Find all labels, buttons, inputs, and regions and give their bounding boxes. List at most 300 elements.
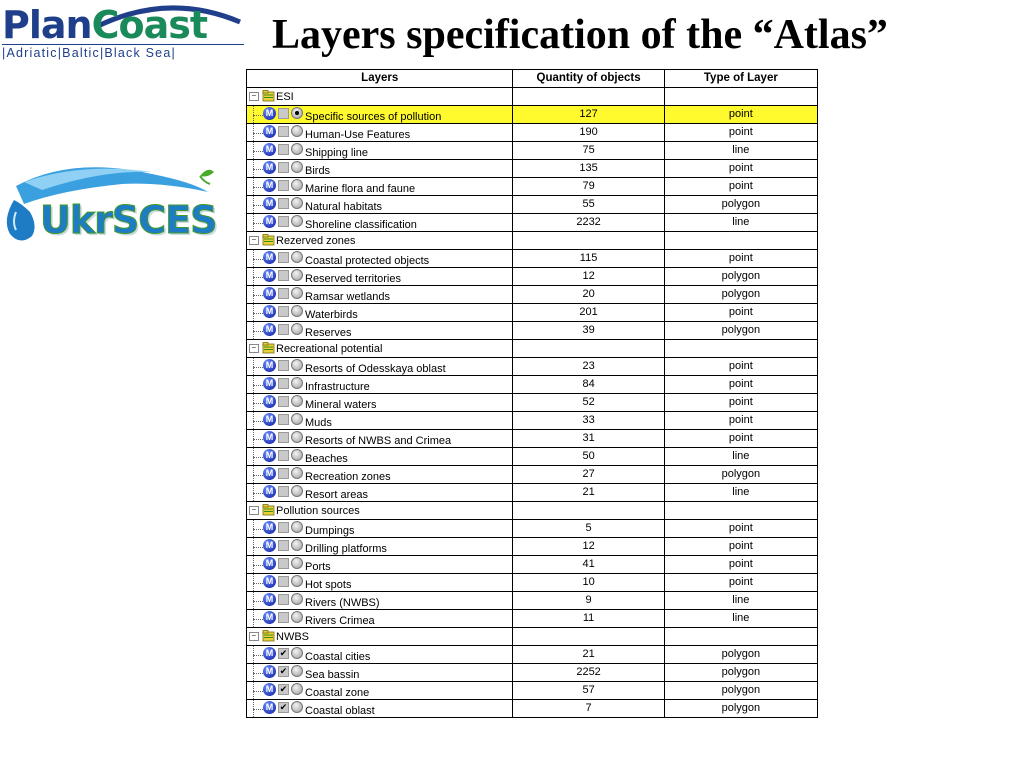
layer-metadata-icon[interactable]: M — [263, 521, 276, 534]
table-row[interactable] — [247, 484, 818, 502]
layer-label: Rivers (NWBS) — [305, 597, 380, 609]
group-row[interactable] — [247, 502, 818, 520]
type-cell: polygon — [664, 664, 817, 682]
tree-branch — [253, 439, 263, 440]
table-row[interactable] — [247, 412, 818, 430]
tree-branch — [253, 169, 263, 170]
layer-cell — [247, 682, 513, 700]
layer-metadata-icon[interactable]: M — [263, 665, 276, 678]
layer-metadata-icon[interactable]: M — [263, 377, 276, 390]
quantity-cell: 57 — [513, 682, 664, 700]
table-row[interactable] — [247, 556, 818, 574]
layer-label: Coastal oblast — [305, 705, 375, 717]
layer-cell — [247, 484, 513, 502]
layer-cell — [247, 448, 513, 466]
layer-visibility-checkbox[interactable] — [278, 522, 289, 533]
quantity-cell: 135 — [513, 160, 664, 178]
group-label: Rezerved zones — [276, 235, 356, 247]
table-row[interactable] — [247, 430, 818, 448]
layer-metadata-icon[interactable]: M — [263, 215, 276, 228]
table-row[interactable] — [247, 178, 818, 196]
quantity-cell: 127 — [513, 106, 664, 124]
group-qty-cell — [513, 88, 664, 106]
quantity-cell: 31 — [513, 430, 664, 448]
active-layer-radio[interactable] — [291, 413, 303, 425]
active-layer-radio[interactable] — [291, 539, 303, 551]
type-cell: polygon — [664, 646, 817, 664]
table-row[interactable] — [247, 466, 818, 484]
tree-branch — [253, 313, 263, 314]
tree-branch — [253, 709, 263, 710]
collapse-toggle-icon[interactable]: – — [249, 344, 259, 353]
layer-cell — [247, 178, 513, 196]
quantity-cell: 7 — [513, 700, 664, 718]
layer-visibility-checkbox[interactable] — [278, 144, 289, 155]
type-cell: polygon — [664, 700, 817, 718]
layer-group-folder-icon — [262, 629, 275, 642]
type-cell: polygon — [664, 286, 817, 304]
layer-metadata-icon[interactable]: M — [263, 359, 276, 372]
layer-metadata-icon[interactable]: M — [263, 251, 276, 264]
layer-metadata-icon[interactable]: M — [263, 449, 276, 462]
tree-branch — [253, 565, 263, 566]
group-label: Recreational potential — [276, 343, 383, 355]
active-layer-radio[interactable] — [291, 431, 303, 443]
column-header-layers: Layers — [247, 70, 513, 88]
layer-metadata-icon[interactable]: M — [263, 305, 276, 318]
layer-cell — [247, 610, 513, 628]
page-title: Layers specification of the “Atlas” — [272, 12, 888, 58]
layer-cell — [247, 268, 513, 286]
layer-visibility-checkbox[interactable] — [278, 216, 289, 227]
group-label: NWBS — [276, 631, 309, 643]
active-layer-radio[interactable] — [291, 215, 303, 227]
layer-label: Ports — [305, 561, 331, 573]
layer-cell — [247, 394, 513, 412]
table-row[interactable] — [247, 106, 818, 124]
layer-label: Beaches — [305, 453, 348, 465]
active-layer-radio[interactable] — [291, 701, 303, 713]
layer-label: Specific sources of pollution — [305, 111, 442, 123]
layer-visibility-checkbox[interactable] — [278, 432, 289, 443]
active-layer-radio[interactable] — [291, 107, 303, 119]
type-cell: polygon — [664, 196, 817, 214]
type-cell: point — [664, 394, 817, 412]
layer-visibility-checkbox[interactable] — [278, 468, 289, 479]
collapse-toggle-icon[interactable]: – — [249, 506, 259, 515]
table-row[interactable] — [247, 520, 818, 538]
layer-metadata-icon[interactable]: M — [263, 287, 276, 300]
tree-branch — [253, 655, 263, 656]
layer-label: Drilling platforms — [305, 543, 387, 555]
group-cell — [247, 628, 513, 646]
active-layer-radio[interactable] — [291, 125, 303, 137]
layer-metadata-icon[interactable]: M — [263, 413, 276, 426]
type-cell: polygon — [664, 682, 817, 700]
active-layer-radio[interactable] — [291, 359, 303, 371]
tree-branch — [253, 331, 263, 332]
layer-cell — [247, 142, 513, 160]
plancoast-logo — [2, 2, 246, 68]
table-row[interactable] — [247, 124, 818, 142]
type-cell: point — [664, 574, 817, 592]
type-cell: point — [664, 430, 817, 448]
layer-group-folder-icon — [262, 89, 275, 102]
layer-label: Hot spots — [305, 579, 352, 591]
layer-metadata-icon[interactable]: M — [263, 143, 276, 156]
table-row[interactable] — [247, 304, 818, 322]
layer-metadata-icon[interactable]: M — [263, 539, 276, 552]
layer-visibility-checkbox[interactable] — [278, 396, 289, 407]
table-row[interactable] — [247, 448, 818, 466]
plancoast-wordmark: PlanCoast — [2, 3, 207, 47]
tree-branch — [253, 259, 263, 260]
layer-label: Muds — [305, 417, 332, 429]
active-layer-radio[interactable] — [291, 521, 303, 533]
layer-group-folder-icon — [262, 503, 275, 516]
tree-branch — [253, 475, 263, 476]
active-layer-radio[interactable] — [291, 287, 303, 299]
layer-label: Reserves — [305, 327, 352, 339]
table-row[interactable] — [247, 700, 818, 718]
type-cell: point — [664, 412, 817, 430]
active-layer-radio[interactable] — [291, 683, 303, 695]
layers-table-body — [247, 88, 818, 718]
type-cell: line — [664, 610, 817, 628]
layer-label: Reserved territories — [305, 273, 401, 285]
type-cell: point — [664, 124, 817, 142]
group-type-cell — [664, 232, 817, 250]
quantity-cell: 201 — [513, 304, 664, 322]
group-qty-cell — [513, 502, 664, 520]
layer-cell — [247, 160, 513, 178]
layer-metadata-icon[interactable]: M — [263, 125, 276, 138]
layer-label: Natural habitats — [305, 201, 383, 213]
layer-label: Infrastructure — [305, 381, 370, 393]
collapse-toggle-icon[interactable]: – — [249, 236, 259, 245]
quantity-cell: 50 — [513, 448, 664, 466]
table-row[interactable] — [247, 196, 818, 214]
group-cell — [247, 232, 513, 250]
layer-label: Mineral waters — [305, 399, 377, 411]
layer-cell — [247, 106, 513, 124]
tree-branch — [253, 529, 263, 530]
quantity-cell: 2252 — [513, 664, 664, 682]
quantity-cell: 21 — [513, 484, 664, 502]
group-row[interactable] — [247, 232, 818, 250]
layer-visibility-checkbox[interactable] — [278, 270, 289, 281]
table-row[interactable] — [247, 250, 818, 268]
quantity-cell: 33 — [513, 412, 664, 430]
layer-visibility-checkbox[interactable] — [278, 576, 289, 587]
table-row[interactable] — [247, 376, 818, 394]
tree-branch — [253, 133, 263, 134]
layer-label: Shipping line — [305, 147, 368, 159]
plancoast-tagline: |Adriatic|Baltic|Black Sea| — [2, 46, 244, 62]
layer-metadata-icon[interactable]: M — [263, 467, 276, 480]
layer-visibility-checkbox[interactable] — [278, 126, 289, 137]
layer-label: Marine flora and faune — [305, 183, 416, 195]
column-header-quantity: Quantity of objects — [513, 70, 664, 88]
tree-branch — [253, 493, 263, 494]
layer-metadata-icon[interactable]: M — [263, 161, 276, 174]
quantity-cell: 55 — [513, 196, 664, 214]
type-cell: point — [664, 250, 817, 268]
layer-cell — [247, 250, 513, 268]
type-cell: line — [664, 592, 817, 610]
layer-visibility-checkbox[interactable]: ✔ — [279, 648, 288, 658]
tree-branch — [253, 619, 263, 620]
layer-metadata-icon[interactable]: M — [263, 485, 276, 498]
type-cell: point — [664, 106, 817, 124]
layer-label: Recreation zones — [305, 471, 391, 483]
layer-visibility-checkbox[interactable] — [278, 360, 289, 371]
layer-cell — [247, 214, 513, 232]
tree-branch — [253, 673, 263, 674]
table-header-row — [247, 70, 818, 88]
tree-branch — [253, 421, 263, 422]
tree-branch — [253, 151, 263, 152]
active-layer-radio[interactable] — [291, 467, 303, 479]
active-layer-radio[interactable] — [291, 305, 303, 317]
tree-branch — [253, 277, 263, 278]
active-layer-radio[interactable] — [291, 377, 303, 389]
layer-visibility-checkbox[interactable] — [278, 540, 289, 551]
tree-branch — [253, 223, 263, 224]
quantity-cell: 41 — [513, 556, 664, 574]
layer-cell — [247, 412, 513, 430]
collapse-toggle-icon[interactable]: – — [249, 632, 259, 641]
quantity-cell: 52 — [513, 394, 664, 412]
layer-label: Dumpings — [305, 525, 355, 537]
layer-metadata-icon[interactable]: M — [263, 269, 276, 282]
layer-label: Birds — [305, 165, 331, 177]
type-cell: point — [664, 160, 817, 178]
active-layer-radio[interactable] — [291, 449, 303, 461]
group-label: Pollution sources — [276, 505, 360, 517]
table-row[interactable] — [247, 142, 818, 160]
layer-metadata-icon[interactable]: M — [263, 683, 276, 696]
layer-visibility-checkbox[interactable] — [278, 486, 289, 497]
layer-visibility-checkbox[interactable] — [278, 594, 289, 605]
group-cell — [247, 88, 513, 106]
quantity-cell: 11 — [513, 610, 664, 628]
type-cell: polygon — [664, 322, 817, 340]
quantity-cell: 190 — [513, 124, 664, 142]
active-layer-radio[interactable] — [291, 611, 303, 623]
layer-group-folder-icon — [262, 233, 275, 246]
layer-visibility-checkbox[interactable]: ✔ — [279, 702, 288, 712]
layer-label: Ramsar wetlands — [305, 291, 390, 303]
group-row[interactable] — [247, 340, 818, 358]
layer-metadata-icon[interactable]: M — [263, 197, 276, 210]
layer-cell — [247, 538, 513, 556]
layer-label: Coastal zone — [305, 687, 370, 699]
quantity-cell: 21 — [513, 646, 664, 664]
tree-branch — [253, 691, 263, 692]
type-cell: polygon — [664, 268, 817, 286]
table-row[interactable] — [247, 160, 818, 178]
quantity-cell: 20 — [513, 286, 664, 304]
active-layer-radio[interactable] — [291, 179, 303, 191]
tree-branch — [253, 403, 263, 404]
layer-cell — [247, 124, 513, 142]
group-row[interactable] — [247, 88, 818, 106]
layer-metadata-icon[interactable]: M — [263, 179, 276, 192]
table-row[interactable] — [247, 664, 818, 682]
layer-label: Waterbirds — [305, 309, 358, 321]
type-cell: line — [664, 214, 817, 232]
quantity-cell: 10 — [513, 574, 664, 592]
quantity-cell: 27 — [513, 466, 664, 484]
layer-visibility-checkbox[interactable] — [278, 558, 289, 569]
ukrsces-logo — [2, 160, 230, 250]
active-layer-radio[interactable] — [291, 557, 303, 569]
table-row[interactable] — [247, 682, 818, 700]
active-layer-radio[interactable] — [291, 665, 303, 677]
column-header-type: Type of Layer — [664, 70, 817, 88]
layer-label: Resort areas — [305, 489, 368, 501]
tree-branch — [253, 457, 263, 458]
table-row[interactable] — [247, 286, 818, 304]
layer-visibility-checkbox[interactable] — [278, 108, 289, 119]
layer-label: Human-Use Features — [305, 129, 411, 141]
active-layer-radio[interactable] — [291, 161, 303, 173]
quantity-cell: 2232 — [513, 214, 664, 232]
collapse-toggle-icon[interactable]: – — [249, 92, 259, 101]
quantity-cell: 5 — [513, 520, 664, 538]
layer-metadata-icon[interactable]: M — [263, 323, 276, 336]
layer-cell — [247, 520, 513, 538]
layer-visibility-checkbox[interactable] — [278, 198, 289, 209]
layer-cell — [247, 700, 513, 718]
layer-label: Resorts of Odesskaya oblast — [305, 363, 446, 375]
layer-visibility-checkbox[interactable] — [278, 378, 289, 389]
table-row[interactable] — [247, 214, 818, 232]
active-layer-radio[interactable] — [291, 575, 303, 587]
layer-metadata-icon[interactable]: M — [263, 107, 276, 120]
layer-cell — [247, 196, 513, 214]
table-row[interactable] — [247, 322, 818, 340]
layer-cell — [247, 466, 513, 484]
layer-visibility-checkbox[interactable] — [278, 324, 289, 335]
layer-visibility-checkbox[interactable] — [278, 288, 289, 299]
tree-branch — [253, 601, 263, 602]
group-type-cell — [664, 502, 817, 520]
type-cell: polygon — [664, 466, 817, 484]
group-qty-cell — [513, 232, 664, 250]
layer-visibility-checkbox[interactable] — [278, 414, 289, 425]
layer-metadata-icon[interactable]: M — [263, 575, 276, 588]
group-cell — [247, 502, 513, 520]
group-type-cell — [664, 88, 817, 106]
group-row[interactable] — [247, 628, 818, 646]
layer-visibility-checkbox[interactable]: ✔ — [279, 684, 288, 694]
quantity-cell: 115 — [513, 250, 664, 268]
layer-label: Rivers Crimea — [305, 615, 375, 627]
layer-label: Resorts of NWBS and Crimea — [305, 435, 452, 447]
type-cell: point — [664, 376, 817, 394]
table-row[interactable] — [247, 358, 818, 376]
type-cell: line — [664, 142, 817, 160]
table-row[interactable] — [247, 592, 818, 610]
tree-branch — [253, 115, 263, 116]
quantity-cell: 39 — [513, 322, 664, 340]
quantity-cell: 23 — [513, 358, 664, 376]
layer-cell — [247, 304, 513, 322]
active-layer-radio[interactable] — [291, 197, 303, 209]
layer-metadata-icon[interactable]: M — [263, 431, 276, 444]
tree-branch — [253, 385, 263, 386]
active-layer-radio[interactable] — [291, 593, 303, 605]
table-row[interactable] — [247, 538, 818, 556]
layer-cell — [247, 556, 513, 574]
quantity-cell: 79 — [513, 178, 664, 196]
layer-metadata-icon[interactable]: M — [263, 593, 276, 606]
layer-cell — [247, 574, 513, 592]
quantity-cell: 12 — [513, 268, 664, 286]
tree-branch — [253, 187, 263, 188]
layer-visibility-checkbox[interactable] — [278, 162, 289, 173]
active-layer-radio[interactable] — [291, 269, 303, 281]
type-cell: point — [664, 304, 817, 322]
layer-metadata-icon[interactable]: M — [263, 701, 276, 714]
table-row[interactable] — [247, 574, 818, 592]
layer-metadata-icon[interactable]: M — [263, 611, 276, 624]
quantity-cell: 9 — [513, 592, 664, 610]
active-layer-radio[interactable] — [291, 143, 303, 155]
tree-branch — [253, 547, 263, 548]
layers-table — [246, 69, 818, 718]
table-row[interactable] — [247, 610, 818, 628]
layer-cell — [247, 430, 513, 448]
layer-label: Coastal protected objects — [305, 255, 430, 267]
layer-cell — [247, 376, 513, 394]
table-row[interactable] — [247, 646, 818, 664]
type-cell: line — [664, 448, 817, 466]
layer-cell — [247, 664, 513, 682]
layer-metadata-icon[interactable]: M — [263, 557, 276, 570]
layer-visibility-checkbox[interactable] — [278, 180, 289, 191]
type-cell: point — [664, 178, 817, 196]
group-type-cell — [664, 340, 817, 358]
layer-cell — [247, 286, 513, 304]
active-layer-radio[interactable] — [291, 485, 303, 497]
layer-visibility-checkbox[interactable] — [278, 612, 289, 623]
layer-metadata-icon[interactable]: M — [263, 395, 276, 408]
group-qty-cell — [513, 340, 664, 358]
active-layer-radio[interactable] — [291, 323, 303, 335]
layer-visibility-checkbox[interactable] — [278, 252, 289, 263]
active-layer-radio[interactable] — [291, 251, 303, 263]
layer-visibility-checkbox[interactable] — [278, 306, 289, 317]
type-cell: point — [664, 358, 817, 376]
table-row[interactable] — [247, 268, 818, 286]
group-type-cell — [664, 628, 817, 646]
tree-branch — [253, 367, 263, 368]
type-cell: point — [664, 538, 817, 556]
quantity-cell: 12 — [513, 538, 664, 556]
active-layer-radio[interactable] — [291, 395, 303, 407]
layer-visibility-checkbox[interactable]: ✔ — [279, 666, 288, 676]
layer-label: Coastal cities — [305, 651, 371, 663]
layer-visibility-checkbox[interactable] — [278, 450, 289, 461]
table-row[interactable] — [247, 394, 818, 412]
layer-cell — [247, 646, 513, 664]
layer-metadata-icon[interactable]: M — [263, 647, 276, 660]
active-layer-radio[interactable] — [291, 647, 303, 659]
layer-cell — [247, 358, 513, 376]
